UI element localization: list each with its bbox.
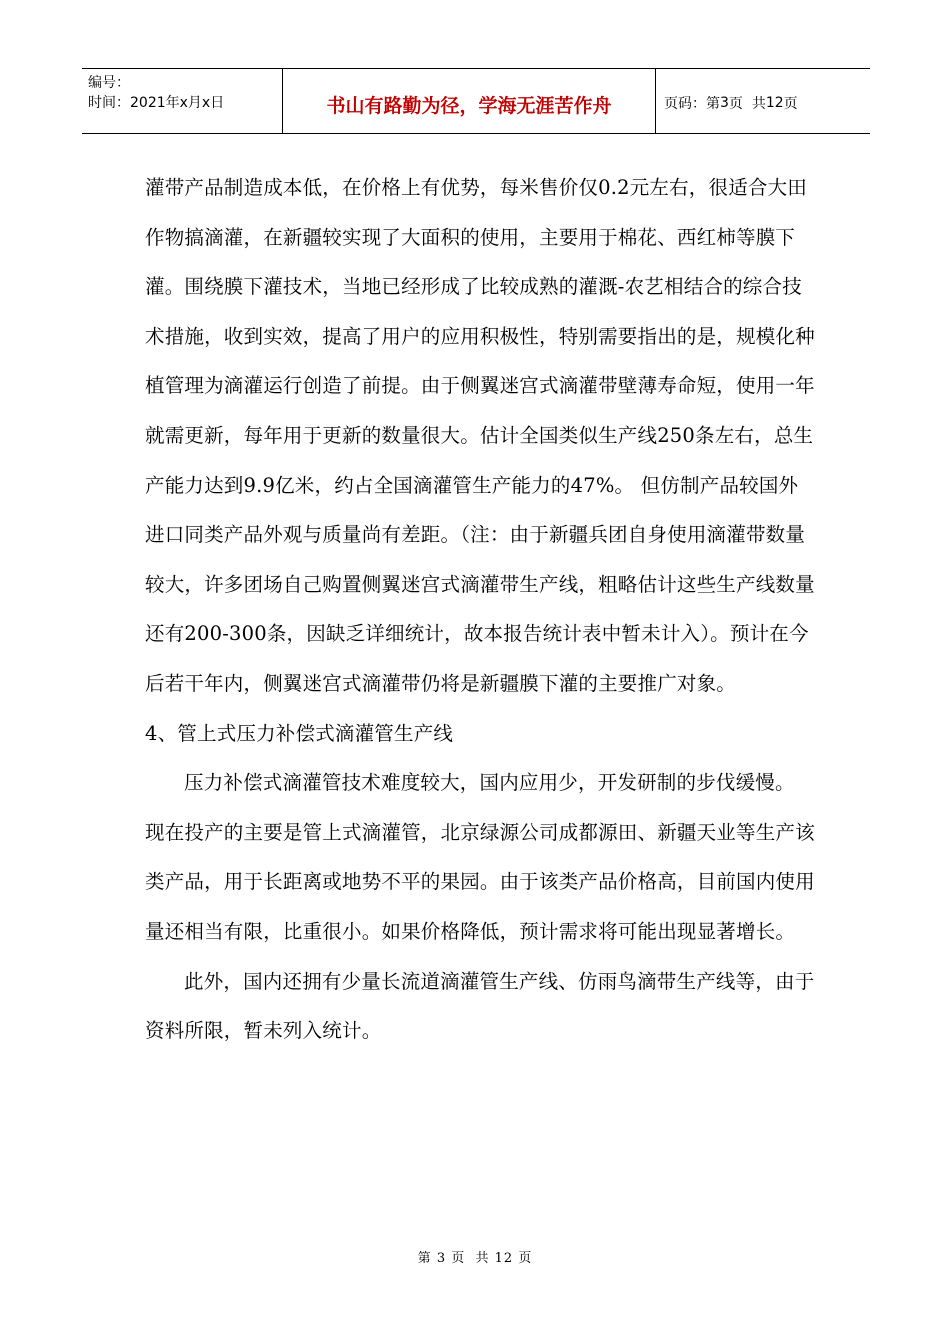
header-meta: [82, 69, 282, 133]
header-page-current: 3: [720, 95, 729, 111]
header-page-suffix: 页: [783, 96, 798, 112]
footer-page-middle: 页 共: [451, 1251, 490, 1266]
body-paragraph: 压力补偿式滴灌管技术难度较大，国内应用少，开发研制的步伐缓慢。 现在投产的主要是管上式滴灌管，北京绿源公司成都源田、新疆天业等生产该类产品，用于长距离或地势不平的果园。由于该类产品价格高，目前国内使用量还相当有限，比重很小。如果价格降低，预计需求将可能出现显著增长。: [145, 771, 815, 943]
header-page-total: 12: [765, 95, 784, 111]
body-paragraph: 此外，国内还拥有少量长流道滴灌管生产线、仿雨鸟滴带生产线等，由于资料所限，暂未列入统计。: [145, 969, 815, 1043]
header-motto: 书山有路勤为径，学海无涯苦作舟: [282, 69, 656, 133]
header-page-info: [656, 69, 870, 133]
section-heading: 4、管上式压力补偿式滴灌管生产线: [145, 721, 454, 745]
header-page-prefix: 页码：第: [664, 96, 720, 112]
footer-page-current: 3: [436, 1251, 447, 1266]
document-body: [145, 163, 815, 1056]
document-time-label: 时间：2021年x月x日: [88, 95, 225, 111]
footer-page-total: 12: [494, 1251, 514, 1266]
footer-page-prefix: 第: [417, 1251, 432, 1266]
document-number-label: 编号：: [88, 75, 130, 91]
footer-page-suffix: 页: [518, 1251, 533, 1266]
body-paragraph: 灌带产品制造成本低，在价格上有优势，每米售价仅0.2元左右，很适合大田作物搞滴灌，在新疆较实现了大面积的使用，主要用于棉花、西红柿等膜下灌。围绕膜下灌技术，当地已经形成了比较成熟的灌溉-农艺相结合的综合技术措施，收到实效，提高了用户的应用积极性，特别需要指出的是，规模化种植管理为滴灌运行创造了前提。由于侧翼迷宫式滴灌带壁薄寿命短，使用一年就需更新，每年用于更新的数量很大。估计全国类似生产线250条左右，总生产能力达到9.9亿米，约占全国滴灌管生产能力的47%。 但仿制产品较国外进口同类产品外观与质量尚有差距。（注：由于新疆兵团自身使用滴灌带数量较大，许多团场自己购置侧翼迷宫式滴灌带生产线，粗略估计这些生产线数量还有200-300条，因缺乏详细统计，故本报告统计表中暂未计入）。预计在今后若干年内，侧翼迷宫式滴灌带仍将是新疆膜下灌的主要推广对象。: [145, 176, 815, 695]
page-footer: [0, 1247, 950, 1266]
header-page-middle: 页 共: [728, 96, 766, 112]
page-header: [82, 68, 870, 134]
